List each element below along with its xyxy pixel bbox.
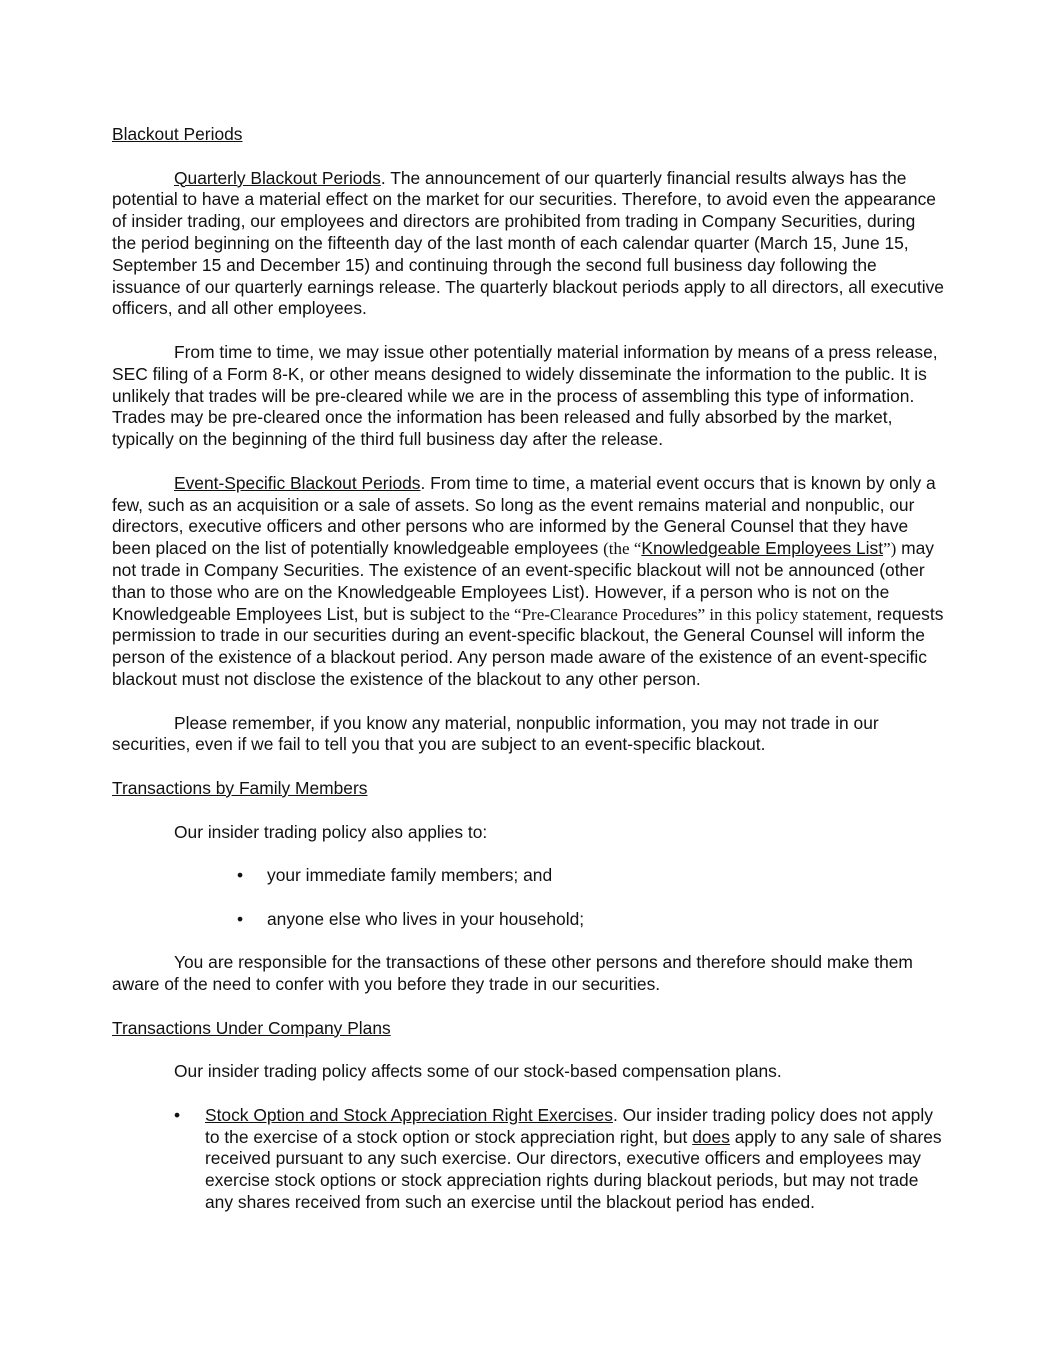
paragraph-family-intro: Our insider trading policy also applies to: [174, 821, 488, 842]
quote-open: (the “ [603, 539, 642, 559]
run-in-heading-event-specific: Event-Specific Blackout Periods [174, 472, 421, 493]
bullet-icon: • [237, 865, 244, 886]
paragraph-family-responsibility: You are responsible for the transactions of these other persons and therefore should make them aware of the need to confer with you before they trade in our securities. [112, 952, 913, 995]
pre-clearance-reference: the “Pre-Clearance Procedures” in this policy statement, [489, 604, 872, 624]
list-item [112, 865, 944, 887]
paragraph-text: may not trade in Company Securities. The existence of an event-specific blackout will not be announced (other than to those who are on the Knowledgeable Employees List). However, if a person who is not on the Knowledgeable Employees List, but is subject to [112, 538, 934, 624]
section-heading-company-plans: Transactions Under Company Plans [112, 1017, 391, 1038]
paragraph-text: requests permission to trade in our securities during an event-specific blackout, the General Counsel will inform the person of the existence of a blackout period. Any person made aware of the existence of an event-specific blackout must not disclose the existence of the blackout to any other person. [112, 603, 944, 689]
run-in-heading-quarterly: Quarterly Blackout Periods [174, 167, 381, 188]
paragraph-plans-intro: Our insider trading policy affects some of our stock-based compensation plans. [174, 1061, 782, 1082]
paragraph-text: . The announcement of our quarterly financial results always has the potential to have a material effect on the market for our securities. Therefore, to avoid even the appearance of insider trading, our employees and directors are prohibited from trading in Company Securities, during the period beginning on the fifteenth day of the last month of each calendar quarter (March 15, June 15, September 15 and December 15) and continuing through the second full business day following the issuance of our quarterly earnings release. The quarterly blackout periods apply to all directors, all executive officers, and all other employees. [112, 167, 944, 319]
paragraph-quarterly-blackout [112, 168, 944, 321]
list-item-text: apply to any sale of shares received pursuant to any such exercise. Our directors, executive officers and employees may exercise stock options or stock appreciation rights during blackout periods, but may not trade any shares received from such an exercise until the blackout period has ended. [205, 1126, 942, 1213]
paragraph-event-specific-blackout [112, 473, 944, 691]
list-item-text: your immediate family members; and [267, 865, 553, 886]
paragraph-please-remember: Please remember, if you know any material, nonpublic information, you may not trade in our securities, even if we fail to tell you that you are subject to an event-specific blackout. [112, 712, 879, 755]
section-heading-family-members: Transactions by Family Members [112, 777, 368, 798]
section-heading-blackout-periods: Blackout Periods [112, 124, 243, 144]
run-in-heading-stock-option: Stock Option and Stock Appreciation Right Exercises [205, 1104, 613, 1125]
defined-term: Knowledgeable Employees List [641, 538, 884, 559]
bullet-icon: • [237, 908, 244, 929]
plans-bullet-list [112, 1105, 944, 1214]
quote-close: ”) [883, 539, 897, 559]
document-page [112, 124, 944, 1214]
paragraph-press-release: From time to time, we may issue other potentially material information by means of a press release, SEC filing of a Form 8-K, or other means designed to widely disseminate the information to the public. It is unlikely that trades will be pre-cleared while we are in the process of assembling this type of information. Trades may be pre-cleared once the information has been released and fully absorbed by the market, typically on the beginning of the third full business day after the release. [112, 341, 938, 450]
list-item-text: . Our insider trading policy does not apply to the exercise of a stock option or stock appreciation right, but [205, 1104, 933, 1147]
list-item [112, 909, 944, 931]
list-item [112, 1105, 944, 1214]
emphasis-does: does [692, 1126, 730, 1147]
paragraph-text: . From time to time, a material event occurs that is known by only a few, such as an acquisition or a sale of assets. So long as the event remains material and nonpublic, our directors, executive officers and other persons who are informed by the General Counsel that they have been placed on the list of potentially knowledgeable employees [112, 472, 936, 559]
bullet-icon: • [174, 1104, 181, 1125]
family-bullet-list [112, 865, 944, 930]
list-item-text: anyone else who lives in your household; [267, 908, 585, 929]
